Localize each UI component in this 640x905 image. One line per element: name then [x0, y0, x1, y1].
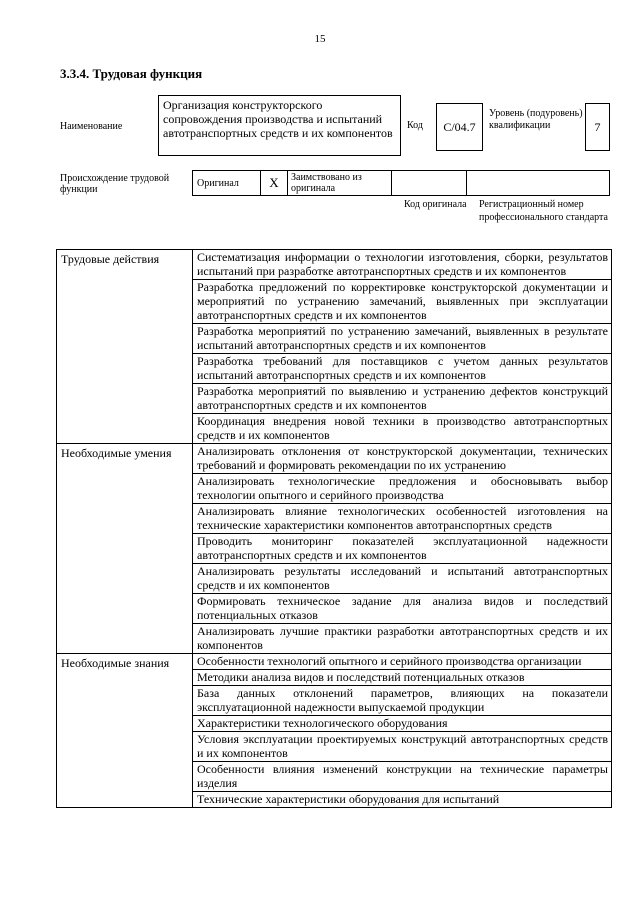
reg-number-cell	[467, 171, 609, 195]
name-label: Наименование	[60, 121, 123, 132]
section-title: 3.3.4. Трудовая функция	[60, 66, 203, 81]
required-skills-item: Анализировать отклонения от конструкторской документации, технических требований и формировать рекомендации по их устранению	[193, 444, 612, 474]
labor-actions-item: Разработка требований для поставщиков с учетом данных результатов испытаний автотранспортных средств и их компонентов	[193, 354, 612, 384]
level-value-box: 7	[585, 103, 610, 151]
table-row	[57, 444, 612, 474]
original-mark: X	[269, 175, 279, 190]
required-knowledge-label: Необходимые знания	[57, 654, 193, 808]
level-label: Уровень (подуровень) квалификации	[489, 108, 583, 131]
origin-row	[192, 170, 610, 196]
table-row	[57, 654, 612, 670]
borrowed-label: Заимствовано из оригинала	[291, 172, 362, 194]
function-name-box: Организация конструкторского сопровождения производства и испытаний автотранспортных средств и их компонентов	[158, 95, 401, 156]
labor-actions-item: Разработка мероприятий по выявлению и устранению дефектов конструкций автотранспортных средств и их компонентов	[193, 384, 612, 414]
original-label: Оригинал	[197, 177, 239, 189]
labor-actions-item: Разработка предложений по корректировке конструкторской документации и мероприятий по устранению замечаний, выявленных при эксплуатации автотранспортных средств и их компонентов	[193, 280, 612, 324]
required-knowledge-item: База данных отклонений параметров, влияющих на показатели эксплуатационной надежности выпускаемой продукции	[193, 686, 612, 716]
labor-actions-item: Координация внедрения новой техники в производство автотранспортных средств и их компонентов	[193, 414, 612, 444]
required-skills-item: Формировать техническое задание для анализа видов и последствий потенциальных отказов	[193, 594, 612, 624]
required-skills-item: Проводить мониторинг показателей эксплуатационной надежности автотранспортных средств и их компонентов	[193, 534, 612, 564]
required-knowledge-item: Методики анализа видов и последствий потенциальных отказов	[193, 670, 612, 686]
labor-actions-item: Разработка мероприятий по устранению замечаний, выявленных в результате испытаний автотранспортных средств и их компонентов	[193, 324, 612, 354]
required-skills-item: Анализировать влияние технологических особенностей изготовления на технические характеристики компонентов автотранспортных средств	[193, 504, 612, 534]
required-knowledge-item: Характеристики технологического оборудования	[193, 716, 612, 732]
required-skills-label: Необходимые умения	[57, 444, 193, 654]
code-original-cell	[392, 171, 467, 195]
labor-actions-label: Трудовые действия	[57, 250, 193, 444]
original-cell	[193, 171, 261, 195]
code-value-box: С/04.7	[436, 103, 483, 151]
original-mark-cell	[261, 171, 288, 195]
reg-number-caption: Регистрационный номер профессионального стандарта	[479, 199, 608, 223]
code-label: Код	[407, 120, 423, 131]
labor-function-table	[56, 249, 612, 808]
required-knowledge-item: Особенности влияния изменений конструкции на технические параметры изделия	[193, 762, 612, 792]
required-knowledge-item: Технические характеристики оборудования для испытаний	[193, 792, 612, 808]
origin-label: Происхождение трудовой функции	[60, 173, 170, 195]
borrowed-cell	[288, 171, 392, 195]
required-knowledge-item: Условия эксплуатации проектируемых конструкций автотранспортных средств и их компонентов	[193, 732, 612, 762]
page-number: 15	[314, 33, 326, 45]
required-skills-item: Анализировать результаты исследований и испытаний автотранспортных средств и их компонентов	[193, 564, 612, 594]
labor-actions-item: Систематизация информации о технологии изготовления, сборки, результатов испытаний при разработке автотранспортных средств и их компонентов	[193, 250, 612, 280]
code-original-caption: Код оригинала	[404, 199, 467, 210]
required-knowledge-item: Особенности технологий опытного и серийного производства организации	[193, 654, 612, 670]
required-skills-item: Анализировать лучшие практики разработки автотранспортных средств и их компонентов	[193, 624, 612, 654]
required-skills-item: Анализировать технологические предложения и обосновывать выбор технологии опытного и серийного производства	[193, 474, 612, 504]
table-row	[57, 250, 612, 280]
